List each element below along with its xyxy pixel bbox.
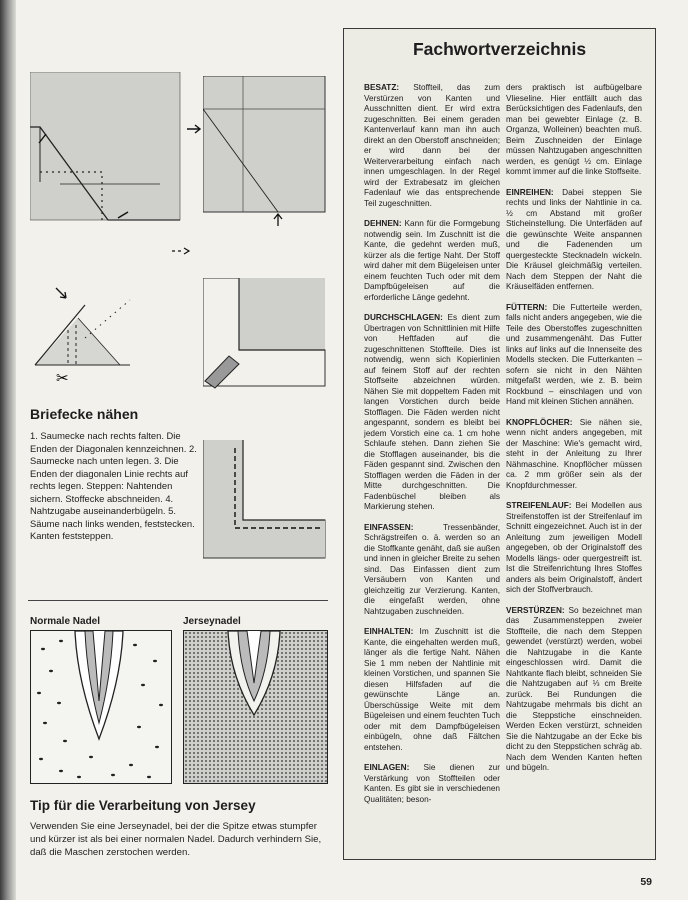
glossary-definition: So bezeichnet man das Zusammensteppen zweier Stoffteile, die nach dem Steppen gewendet (verstürzt) werden, wobei die Nahtzugabe in die Kante eingeschlossen wird. Damit die Nahtkante flach bleibt, schneiden Sie die Nahtzugaben auf ⅓ cm Breite zurück. Bei Rundungen die Nahtzugabe mehrmals bis dicht an die Steppstiche einschneiden. Werden Ecken verstürzt, schneiden Sie die Nahtzugabe an der Ecke bis dicht zu den Steppstichen schräg ab. Nach dem Wenden Kanten heften und bügeln. <box>506 605 642 772</box>
glossary-entry <box>506 418 642 492</box>
glossary-entry <box>506 188 642 293</box>
glossary-term: EINHALTEN: <box>364 627 414 636</box>
glossary-entry <box>364 763 500 805</box>
glossary-definition: Tressenbänder, Schrägstreifen o. ä. werden so an die Stoffkante genäht, daß sie außen und innen in gleicher Breite zu sehen sind. Das Einfassen dient zum Versäubern von Kanten und gleichzeitig zur Verzierung. Kanten, die eingefaßt werden, ohne Nahtzugaben zuschneiden. <box>364 522 500 616</box>
glossary-definition: Sie dienen zur Verstärkung von Stoffteilen oder Kanten. Es gibt sie in verschiedenen Qualitäten; beson- <box>364 763 500 804</box>
glossary-definition: Kann für die Formgebung notwendig sein. Im Zuschnitt ist die Kante, die gedehnt werden muß, kürzer als die fertige Naht. Der Stoff wird daher mit dem Bügeleisen unter einem feuchten Tuch oder mit dem Dampfbügeleisen auf die erforderliche Länge gedehnt. <box>364 219 500 302</box>
needle-normal-label: Normale Nadel <box>30 616 101 627</box>
glossary-term: DURCHSCHLAGEN: <box>364 313 443 322</box>
glossary-entry <box>506 303 642 408</box>
glossary-definition: Es dient zum Übertragen von Schnittlinien mit Hilfe von Heftfaden auf die zugeschnittenen Stoffteile. Dies ist notwendig, wenn sich Kopierlinien auf feinem Stoff auf der rechten Stoffseite abzeichnen würden. Nähen Sie mit doppeltem Faden mit langen Vorstichen durch beide Stofflagen. Die Fäden werden nicht angespannt, sondern es bleibt bei jedem Vorstich eine ca. 1 cm hohe Schlaufe stehen. Dann ziehen Sie die Stofflagen auseinander, bis die Fäden gespannt sind. Zwischen den Stofflagen werden die Fäden in der Mitte durchgeschnitten. Die Fadenbüschel bleiben als Markierung stehen. <box>364 313 500 511</box>
book-binding-shadow <box>0 0 16 900</box>
glossary-entry <box>364 627 500 753</box>
glossary-definition: Dabei steppen Sie rechts und links der Nahtlinie in ca. ½ cm Abstand mit großer Sticheinstellung. Die Unterfäden auf die gewünschte Weite anspannen und die Fadenenden um quergesteckte Stecknadeln wickeln. Die Kräusel gleichmäßig verteilen. Nach dem Steppen der Naht die Kräuselfäden entfernen. <box>506 187 642 291</box>
page-number: 59 <box>640 876 652 888</box>
glossary-definition: Sie nähen sie, wenn nicht anders angegeben, mit der Maschine: Wie's gemacht wird, steht in der Anleitung zu Ihrer Nähmaschine. Knopflöcher müssen ca. 2 mm größer sein als der Knopfdurchmesser. <box>506 417 642 490</box>
glossary-definition: Stoffteil, das zum Verstürzen von Kanten und Ausschnitten dient. Er wird extra zugeschnitten. Bei einem geraden Kantenverlauf kann man ihn auch direkt an den Oberstoff anschneiden; er wird dann bei der Weiterverarbeitung einfach nach innen umgeschlagen. In der Regel wird der Extrabesatz im gleichen Fadenlauf wie das entsprechende Teil zugeschnitten. <box>364 83 500 208</box>
figure-step-1 <box>30 72 182 222</box>
svg-text:✂: ✂ <box>56 369 69 387</box>
glossary-title: Fachwortverzeichnis <box>412 39 587 59</box>
glossary-entry <box>364 313 500 513</box>
needle-jersey-label: Jerseynadel <box>183 616 241 627</box>
glossary-definition: Im Zuschnitt ist die Kante, die eingehalten werden muß, länger als die fertige Naht. Nähen Sie 1 mm neben der Nahtlinie mit kleinen Vorstichen, und spannen Sie diesen Hilfsfaden auf die gewünschte Länge an. Überschüssige Weite mit dem Bügeleisen und einem feuchten Tuch oder mit dem Dampfbügeleisen einbügeln, ohne daß Fältchen entstehen. <box>364 627 500 752</box>
glossary-entry <box>364 83 500 209</box>
figure-step-5 <box>203 440 328 562</box>
jersey-needle-figure <box>183 630 328 784</box>
divider <box>28 600 328 601</box>
figure-step-4 <box>203 278 328 390</box>
tip-text: Verwenden Sie eine Jerseynadel, bei der die Spitze etwas stumpfer und kürzer ist als bei einer normalen Nadel. Dadurch verhindern Sie, daß die Maschen zerstochen werden. <box>30 821 322 858</box>
normal-needle-figure <box>30 630 172 784</box>
glossary-definition: ders praktisch ist aufbügelbare Vlieseline. Hier entfällt auch das Berücksichtigen des Fadenlaufs, den man bei gewebter Einlage (z. B. Organza, Wolleinen) beachten muß. Beim Zuschneiden der Einlage müssen Nahtzugaben angeschnitten werden, es genügt ½ cm. Einlage kommt immer auf die linke Stoffseite. <box>506 83 642 176</box>
arrow-dashed-icon <box>170 246 200 256</box>
tip-title: Tip für die Verarbeitung von Jersey <box>30 798 256 813</box>
glossary-term: VERSTÜRZEN: <box>506 605 565 615</box>
glossary-panel <box>343 28 656 860</box>
glossary-term: KNOPFLÖCHER: <box>506 417 573 427</box>
glossary-entry <box>506 501 642 596</box>
glossary-entry <box>506 606 642 774</box>
instruction-steps: 1. Saumecke nach rechts falten. Die Enden der Diagonalen kennzeichnen. 2. Saumecke nach unten legen. 3. Die Enden der diagonalen Linie rechts auf rechts legen. Steppen: Nahtenden sichern. Stoffecke abschneiden. 4. Nahtzugabe auseinanderbügeln. 5. Säume nach links wenden, feststecken. Kanten feststeppen. <box>30 430 197 541</box>
glossary-entry <box>364 523 500 618</box>
glossary-term: DEHNEN: <box>364 219 402 228</box>
glossary-entry <box>364 219 500 303</box>
glossary-column-1 <box>364 83 500 815</box>
figure-step-3 <box>30 270 140 390</box>
glossary-term: STREIFENLAUF: <box>506 501 572 510</box>
glossary-term: EINLAGEN: <box>364 763 410 772</box>
glossary-column-2 <box>506 83 642 784</box>
glossary-term: FÜTTERN: <box>506 302 548 312</box>
figure-step-2 <box>203 76 328 228</box>
glossary-definition: Die Futterteile werden, falls nicht anders angegeben, wie die Teile des Oberstoffes zugeschnitten und zusammengenäht. Das Futter links auf links auf die Innenseite des Modells stecken. Die Futterkanten – sofern sie nicht in den Nähten mitgefaßt werden, wie z. B. beim Rockbund – einschlagen und von Hand mit kleinen Stichen annähen. <box>506 302 643 406</box>
arrow-right-icon <box>186 123 204 135</box>
glossary-term: BESATZ: <box>364 83 400 92</box>
glossary-term: EINFASSEN: <box>364 522 414 532</box>
glossary-definition: Bei Modellen aus Streifenstoffen ist der Streifenlauf im Schnitt eingezeichnet. Auch ist in der Anleitung zum jeweiligen Modell angegeben, ob der Originalstoff des Modells längs- oder quergestreift ist. Ist die Streifenrichtung Ihres Stoffes anders als beim Originalstoff, ändert sich der Stoffverbrauch. <box>506 501 642 594</box>
glossary-entry <box>506 83 642 178</box>
glossary-term: EINREIHEN: <box>506 187 554 197</box>
section-heading: Briefecke nähen <box>30 406 139 422</box>
